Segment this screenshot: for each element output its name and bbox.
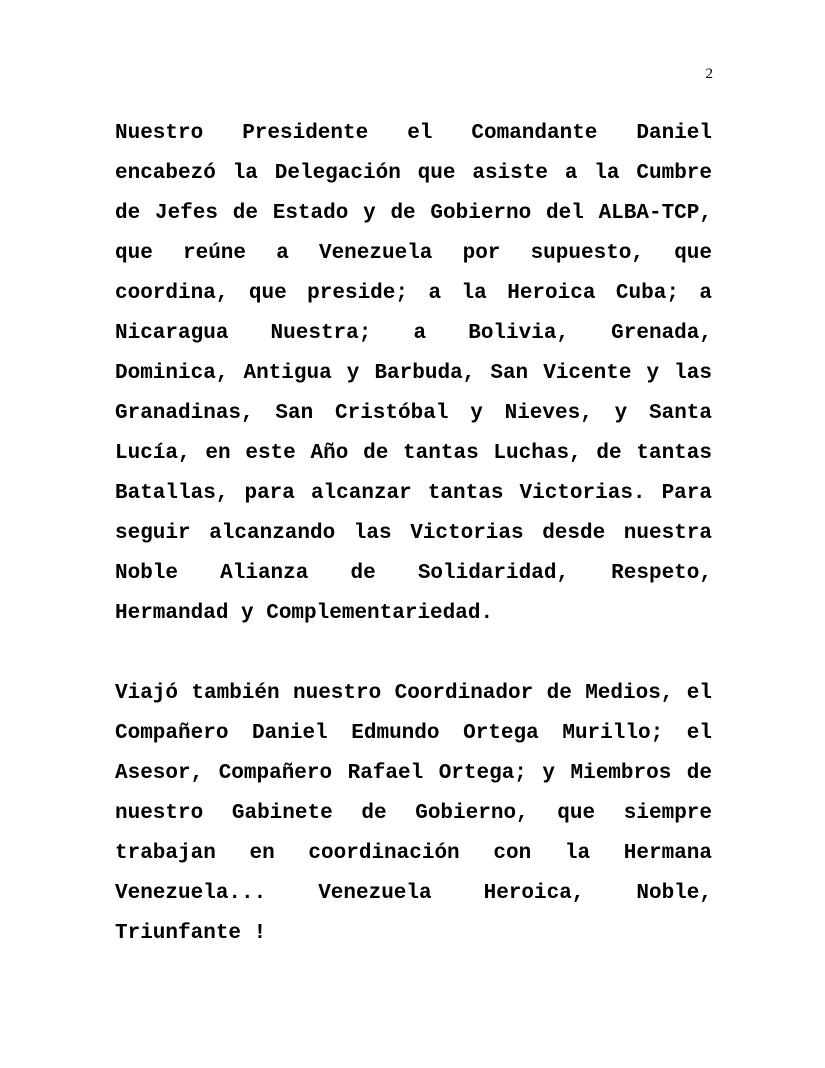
paragraph-travelers: Viajó también nuestro Coordinador de Medios, el Compañero Daniel Edmundo Ortega Murillo; el Asesor, Compañero Rafael Ortega; y Miembros de nuestro Gabinete de Gobierno, que siempre trabajan en coordinación con la Hermana Venezuela... Venezuela Heroica, Noble, Triunfante ! (115, 682, 712, 945)
document-body (115, 114, 712, 994)
page-number: 2 (705, 66, 713, 82)
paragraph-delegation: Nuestro Presidente el Comandante Daniel encabezó la Delegación que asiste a la Cumbre de Jefes de Estado y de Gobierno del ALBA-TCP, que reúne a Venezuela por supuesto, que coordina, que preside; a la Heroica Cuba; a Nicaragua Nuestra; a Bolivia, Grenada, Dominica, Antigua y Barbuda, San Vicente y las Granadinas, San Cristóbal y Nieves, y Santa Lucía, en este Año de tantas Luchas, de tantas Batallas, para alcanzar tantas Victorias. Para seguir alcanzando las Victorias desde nuestra Noble Alianza de Solidaridad, Respeto, Hermandad y Complementariedad. (115, 122, 712, 625)
